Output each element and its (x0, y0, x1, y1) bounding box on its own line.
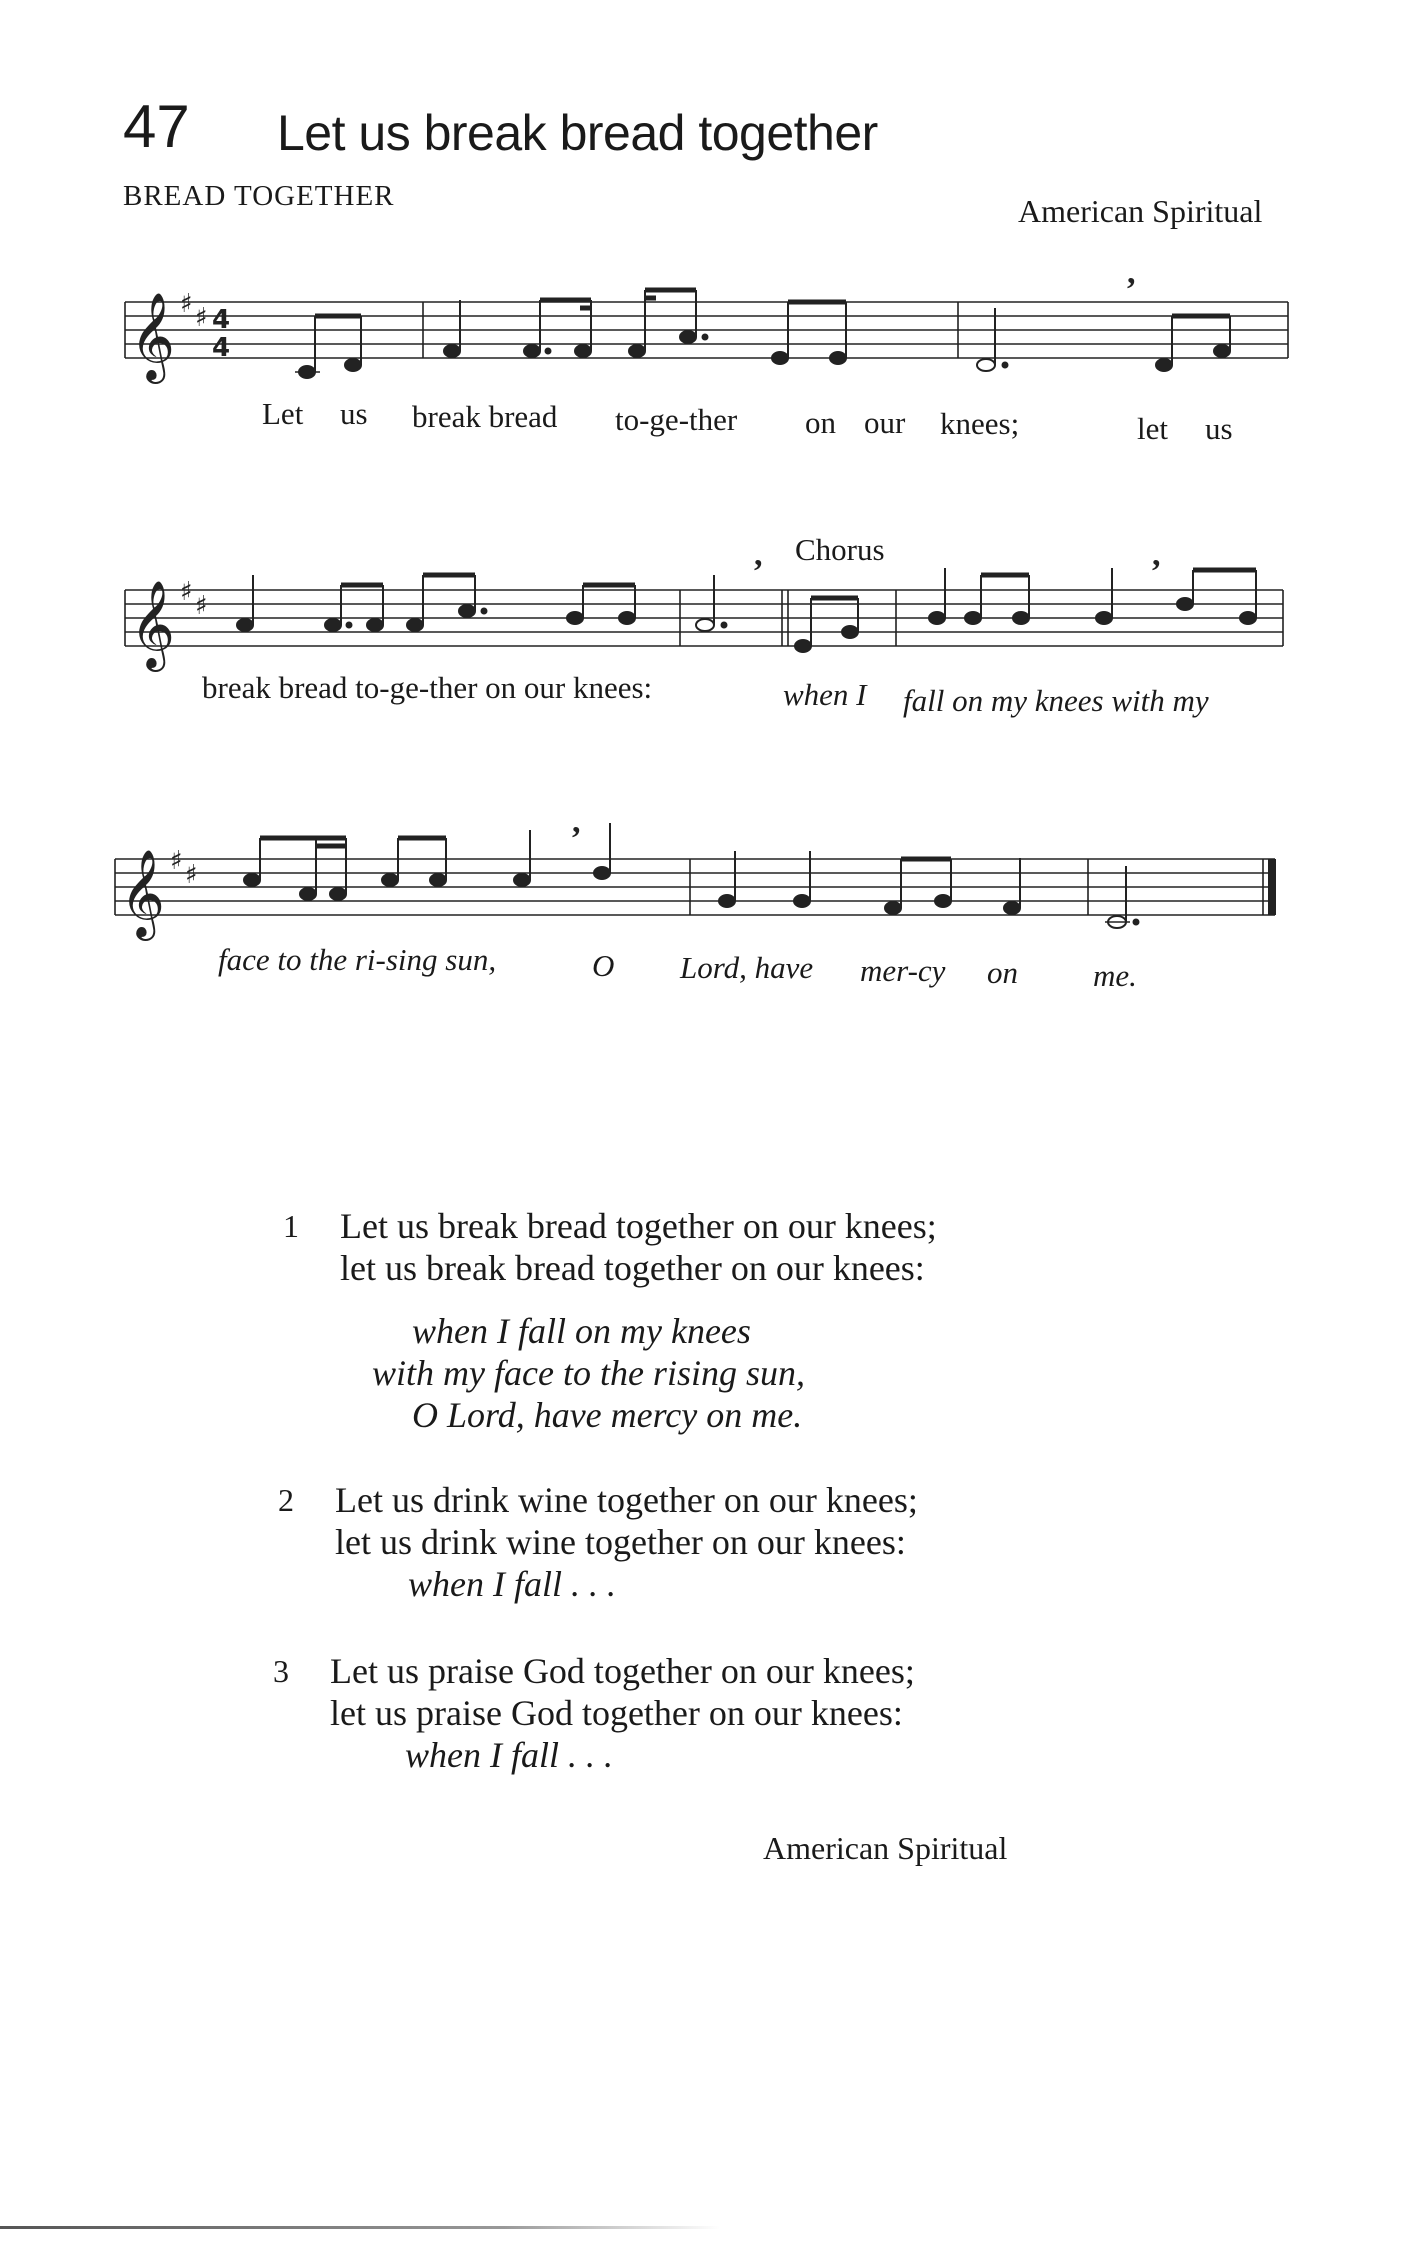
lyric-line: break bread to-ge-ther on our knees: (202, 670, 653, 705)
refrain-line: with my face to the rising sun, (372, 1353, 805, 1393)
tune-name: BREAD TOGETHER (123, 180, 395, 212)
chorus-label: Chorus (795, 532, 885, 567)
sharp-icon: ♯ (170, 846, 183, 876)
verse-line: Let us praise God together on our knees; (330, 1651, 915, 1691)
sharp-icon: ♯ (195, 591, 208, 621)
verse-line: Let us break bread together on our knees; (340, 1206, 937, 1246)
verse-number: 3 (273, 1653, 289, 1689)
lyric-syllable: to-ge-ther (615, 402, 738, 437)
lyric-syllable: on (805, 405, 836, 440)
verse-line: let us praise God together on our knees: (330, 1693, 903, 1733)
verse-number: 2 (278, 1482, 294, 1518)
hymn-number: 47 (123, 93, 190, 160)
refrain-line: when I fall on my knees (412, 1311, 751, 1351)
lyric-syllable: on (987, 955, 1018, 990)
refrain-line: when I fall . . . (405, 1735, 613, 1775)
lyric-syllable: O (592, 948, 615, 983)
sharp-icon: ♯ (180, 577, 193, 607)
lyric-syllable: knees; (940, 406, 1020, 441)
treble-clef-icon: 𝄞 (130, 579, 175, 668)
breath-mark-icon: , (572, 803, 581, 840)
lyric-syllable: mer-cy (860, 953, 946, 988)
verse-line: let us drink wine together on our knees: (335, 1522, 906, 1562)
music-source: American Spiritual (1018, 193, 1263, 229)
lyric-syllable: Let (262, 396, 304, 431)
lyric-line: fall on my knees with my (903, 683, 1209, 718)
lyric-syllable: let (1137, 411, 1168, 446)
breath-mark-icon: , (1127, 254, 1136, 291)
lyric-syllable: us (340, 396, 368, 431)
page-edge-rule (0, 2226, 720, 2229)
lyric-line: when I (783, 677, 867, 712)
lyric-syllable: me. (1093, 958, 1137, 993)
lyric-syllable: us (1205, 411, 1233, 446)
music-staff-system-1 (0, 240, 1425, 400)
refrain-line: O Lord, have mercy on me. (412, 1395, 803, 1435)
svg-text:4: 4 (212, 333, 231, 363)
lyric-syllable: Lord, have (680, 950, 814, 985)
treble-clef-icon: 𝄞 (120, 848, 165, 937)
sharp-icon: ♯ (185, 860, 198, 890)
treble-clef-icon: 𝄞 (130, 291, 175, 380)
refrain-line: when I fall . . . (408, 1564, 616, 1604)
sharp-icon: ♯ (195, 303, 208, 333)
verse-number: 1 (283, 1208, 299, 1244)
music-staff-system-2 (0, 536, 1425, 680)
breath-mark-icon: , (1152, 536, 1161, 573)
verse-line: let us break bread together on our knees: (340, 1248, 925, 1288)
time-signature: 4 (212, 305, 231, 335)
hymn-title: Let us break bread together (277, 105, 878, 161)
attribution: American Spiritual (763, 1830, 1008, 1866)
breath-mark-icon: , (754, 536, 763, 573)
lyric-line: face to the ri-sing sun, (218, 942, 497, 977)
lyric-syllable: break bread (412, 399, 558, 434)
lyric-syllable: our (864, 405, 906, 440)
music-staff-system-3 (0, 800, 1425, 950)
sharp-icon: ♯ (180, 289, 193, 319)
verse-line: Let us drink wine together on our knees; (335, 1480, 918, 1520)
